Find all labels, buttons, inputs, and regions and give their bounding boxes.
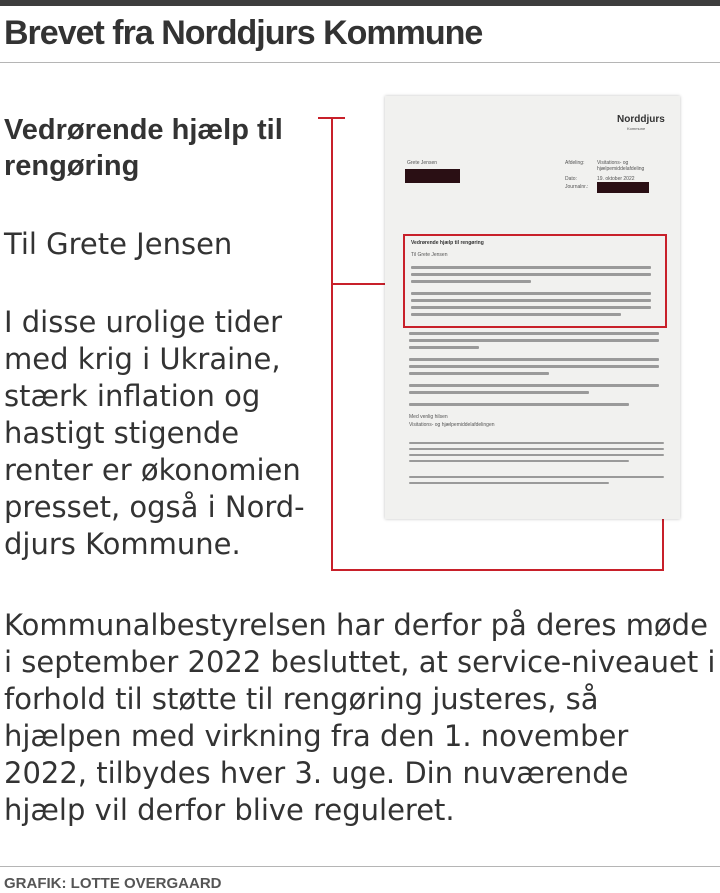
top-bar xyxy=(0,0,720,6)
redaction-block xyxy=(405,169,460,183)
title-divider xyxy=(0,62,720,63)
footer-divider xyxy=(0,866,720,867)
norddjurs-logo: Norddjurs xyxy=(617,114,665,125)
doc-greeting: Til Grete Jensen xyxy=(411,252,448,258)
doc-closing: Med venlig hilsen xyxy=(409,414,448,420)
letter-paragraph-1: I disse urolige tider med krig i Ukraine, stærk inflation og hastigt stigende renter er økonomien presset, også i Nord-djurs Kommune. xyxy=(4,305,305,561)
letter-greeting: Til Grete Jensen xyxy=(4,227,233,261)
meta-label-date: Dato: xyxy=(565,176,577,182)
page-title: Brevet fra Norddjurs Kommune xyxy=(4,14,483,52)
meta-label-department: Afdeling: xyxy=(565,160,585,166)
letter-subject: Vedrørende hjælp til rengøring xyxy=(4,114,283,182)
meta-value-department: Visitations- og hjælpemiddelafdeling xyxy=(597,160,645,172)
logo-subtext: Kommune xyxy=(627,126,646,131)
highlighted-section xyxy=(403,234,667,328)
doc-recipient: Grete Jensen xyxy=(407,160,438,166)
meta-value-date: 19. oktober 2022 xyxy=(597,176,635,182)
letter-paragraph-2: Kommunalbestyrelsen har derfor på deres møde i september 2022 besluttet, at service-niveauet i forhold til støtte til rengøring justeres, så hjælpen med virkning fra den 1. november 2022, tilbydes hver 3. uge. Din nuværende hjælp vil derfor blive reguleret. xyxy=(4,608,716,827)
meta-label-journal: Journalnr.: xyxy=(565,184,589,190)
letter-photo xyxy=(385,96,680,519)
doc-closing-dept: Visitations- og hjælpemiddelafdelingen xyxy=(409,422,495,428)
doc-subject: Vedrørende hjælp til rengøring xyxy=(411,240,484,246)
graphic-credit: GRAFIK: LOTTE OVERGAARD xyxy=(4,875,222,892)
redaction-block-journal xyxy=(597,182,649,193)
